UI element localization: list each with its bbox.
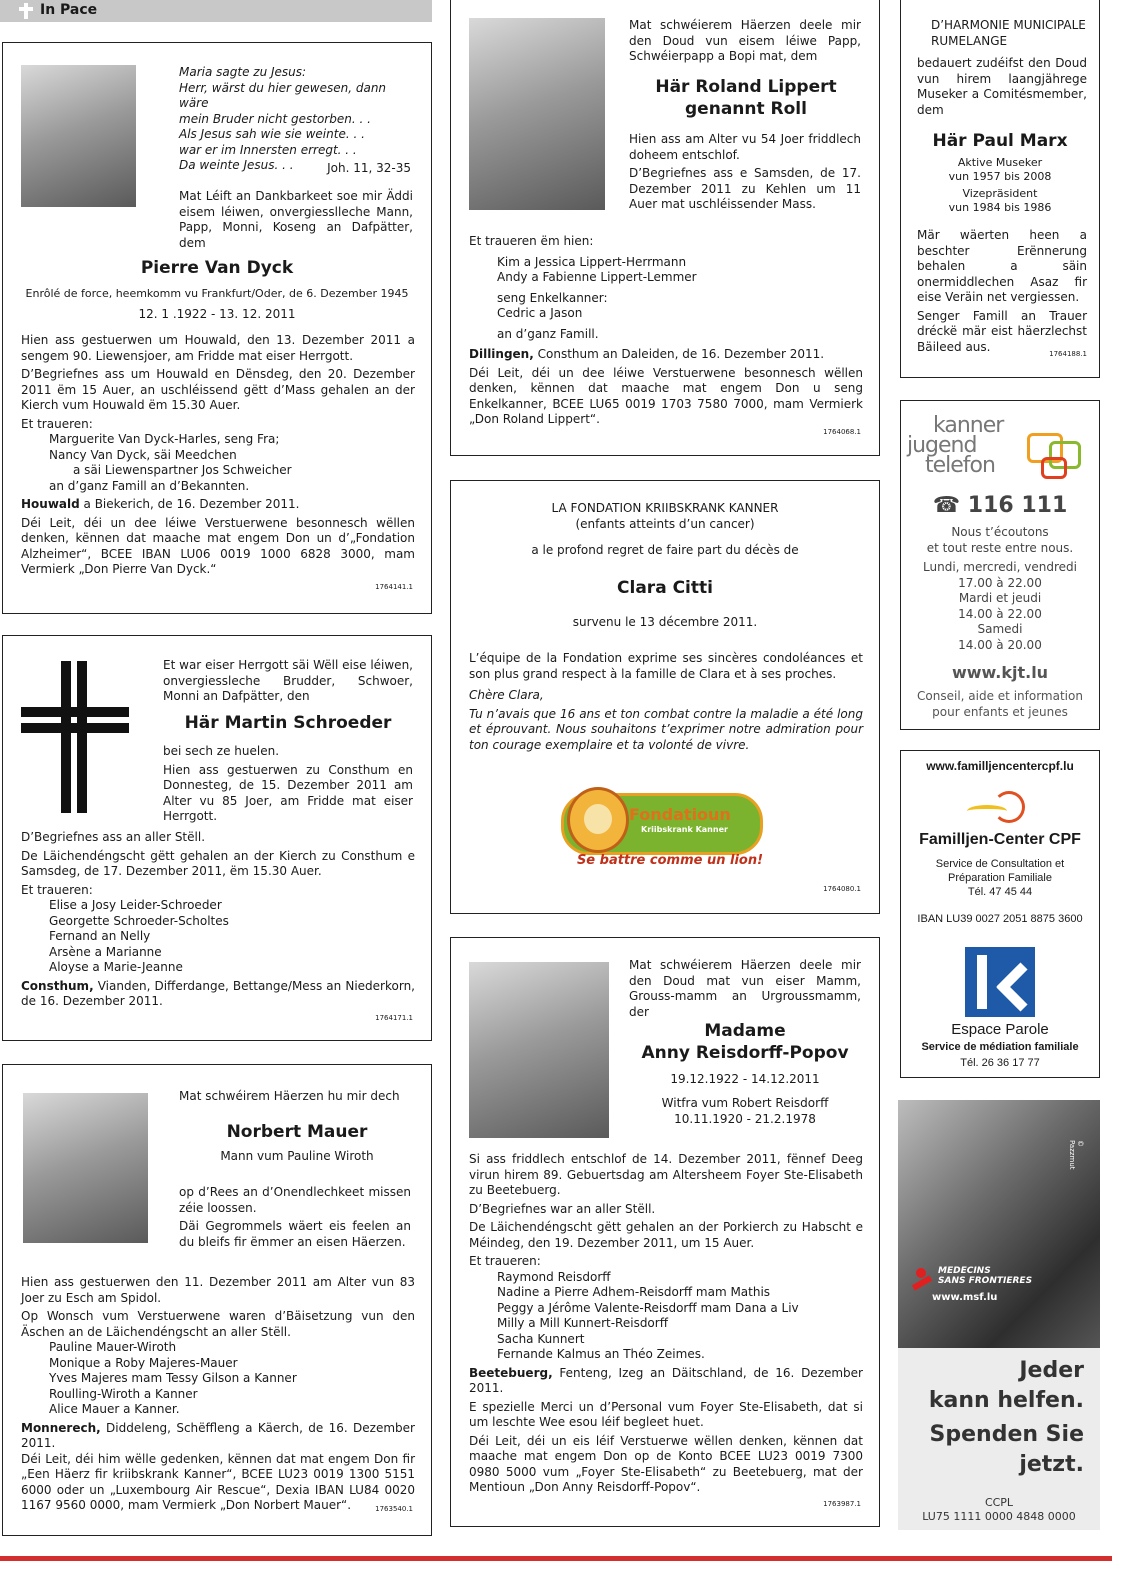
espace-parole-title: Espace Parole — [951, 1021, 1049, 1038]
cross-icon — [18, 3, 34, 19]
msf-photo — [898, 1100, 1100, 1348]
obituary-body: Hien ass gestuerwen um Houwald, den 13. Dezember 2011 a sengem 90. Liewensjoer, am Fridde mat eiser Herrgott. D’Begriefnes ass um Houwald en Dënsdeg, den 20. Dezember 2011 ëm 15 Auer, an uschléissend gëtt d’Mass gehalen an der Kierch vum Houwald ëm 15.30 Auer. Et traueren: Marguerite Van Dyck-Harles, seng Fra; Nancy Van Dyck, säi Meedchen a säi Liewenspartner Jos Schweicher an d’ganz Famill an d’Bekannten. Houwald a Biekerich, de 16. Dezember 2011. Déi Leit, déi un dee léiwe Verstuerwene besonnesch wëllen denken, kënnen dat maache mat engem Don un d’„Fondation Alzheimer“, BCEE IBAN LU06 0019 1000 6828 3000, mam Vermierk „Don Pierre Van Dyck.“ — [21, 333, 415, 576]
swirl-icon — [967, 789, 1033, 825]
intro-text: Mat schwéierem Häerzen deele mir den Doud mat vun eiser Mamm, Grouss-mamm an Urgroussmamm, der — [629, 958, 861, 1019]
espace-parole-icon — [965, 947, 1035, 1017]
portrait-photo — [469, 962, 609, 1138]
photo-credit: © Pazzmut — [1068, 1140, 1084, 1170]
obituary-citti — [450, 480, 880, 914]
reference-number: 1763987.1 — [823, 1500, 861, 1508]
intro-text: Mat schwéierem Häerzen deele mir den Doud vun eisem léiwe Papp, Schwéierpapp a Bopi mat, dem — [629, 18, 861, 63]
verse-reference: Joh. 11, 32-35 — [327, 161, 411, 175]
intro-text: a le profond regret de faire part du décès de — [531, 543, 799, 557]
msf-account: CCPL LU75 1111 0000 4848 0000 — [922, 1496, 1076, 1523]
deceased-name: Madame Anny Reisdorff-Popov — [641, 1021, 849, 1063]
roles: Aktive Museker vun 1957 bis 2008 Vizepräsident vun 1984 bis 1986 — [948, 156, 1052, 214]
reference-number: 1764171.1 — [375, 1014, 413, 1022]
verse: Maria sagte zu Jesus: Herr, wärst du hier gewesen, dann wäre mein Bruder nicht gestorben. . . Als Jesus sah wie sie weinte. . . war er im Innersten erregt. . . Da weinte Jesus. . . — [179, 65, 387, 172]
kjt-logo: kanner jugend telefon — [901, 409, 1099, 487]
portrait-photo — [469, 18, 605, 210]
deceased-name: Norbert Mauer — [226, 1122, 368, 1142]
section-title: In Pace — [40, 2, 98, 18]
organization-name: LA FONDATION KRIIBSKRANK KANNER (enfants atteints d’un cancer) — [551, 501, 779, 531]
ad-kjt — [900, 400, 1100, 730]
intro-text: Et war eiser Herrgott säi Wëll eise léiwen, onvergiessleche Brudder, Schwoer, Monni an Dafpätter, den — [163, 658, 413, 703]
deceased-name: Här Roland Lippert genannt Roll — [655, 77, 837, 119]
obituary-body: Hien ass gestuerwen den 11. Dezember 2011 am Alter vun 83 Joer zu Esch am Spidol. Op Wonsch vum Verstuerwene waren d’Bäisetzung vun den Äschen an de Läichendéngscht an aller Stëll. Pauline Mauer-Wiroth Monique a Roby Majeres-Mauer Yves Majeres mam Tessy Gilson a Kanner Roulling-Wiroth a Kanner Alice Mauer a Kanner. Monnerech, Diddeleng, Schëffleng a Käerch, de 16. Dezember 2011. Déi Leit, déi him wëlle gedenken, kënnen dat mat engem Don fir „Een Häerz fir kriibskrank Kanner“, BCEE LU23 0019 1300 5151 6000 oder un „Luxembourg Air Rescue“, Dexia IBAN LU84 0020 1167 9560 0000, mam Vermierk „Don Norbert Mauer“. — [21, 1275, 415, 1512]
msf-url[interactable]: www.msf.lu — [932, 1292, 998, 1303]
obituary-body: bei sech ze huelen. Hien ass gestuerwen zu Consthum en Donnesteg, de 15. Dezember 2011 am Alter vu 85 Joer, am Fridde mat eiser Herrgott. — [163, 744, 413, 823]
speech-bubble-icon — [1041, 457, 1067, 479]
life-dates: 19.12.1922 - 14.12.2011 — [670, 1072, 820, 1086]
subtitle: Mann vum Pauline Wiroth — [220, 1149, 374, 1163]
intro-text: bedauert zudéifst den Doud vun hirem laangjährege Museker a Comitésmember, dem — [917, 56, 1087, 117]
reference-number: 1764080.1 — [823, 885, 861, 893]
reference-number: 1764068.1 — [823, 428, 861, 436]
reference-number: 1764141.1 — [375, 583, 413, 591]
kjt-url[interactable]: www.kjt.lu — [951, 663, 1049, 682]
subtitle: Enrôlé de force, heemkomm vu Frankfurt/Oder, de 6. Dezember 1945 — [25, 287, 409, 300]
cpf-url[interactable]: www.familljencentercpf.lu — [926, 759, 1074, 773]
cross-icon — [21, 661, 129, 813]
obituary-reisdorff — [450, 937, 880, 1527]
reference-number: 1763540.1 — [375, 1505, 413, 1513]
espace-parole-subtitle: Service de médiation familiale — [921, 1041, 1079, 1053]
obituary-body-lower: D’Begriefnes ass an aller Stëll. De Läichendéngscht gëtt gehalen an der Kierch zu Consthum e Samsdeg, de 17. Dezember 2011, ëm 15.30 Auer. Et traueren: Elise a Josy Leider-Schroeder Georgette Schroeder-Scholtes Fernand an Nelly Arsène a Marianne Aloyse a Marie-Jeanne Consthum, Vianden, Differdange, Bettange/Mess an Niederkorn, de 16. Dezember 2011. — [21, 830, 415, 1008]
logo-word: Fondatioun — [629, 805, 731, 824]
reference-number: 1764188.1 — [1049, 350, 1087, 358]
lion-icon — [567, 787, 629, 853]
cpf-brand: Familljen-Center CPF — [919, 831, 1081, 848]
msf-brand: MEDECINS SANS FRONTIERES — [938, 1266, 1033, 1286]
deceased-name: Pierre Van Dyck — [140, 258, 294, 278]
obituary-body: Mär wäerten heen a beschter Erënnerung behalen a säin onermiddlechen Asaz fir eise Veräin net vergiessen. Senger Famill an Trauer dréckë mär eist häerzlechst Bäileed aus. — [917, 228, 1087, 354]
obituary-lippert — [450, 0, 880, 456]
obituary-body-lower: Et traueren ëm hien: Kim a Jessica Lippert-Herrmann Andy a Fabienne Lippert-Lemmer seng Enkelkanner: Cedric a Jason an d’ganz Famill. Dillingen, Consthum an Daleiden, de 16. Dezember 2011. Déi Leit, déi un dee léiwe Verstuerwene besonnesch wëllen denken, kënnen dat maache mat engem Don u seng Enkelkanner, BCEE LU65 0019 1703 7580 7000, mam Vermierk „Don Roland Lippert“. — [469, 234, 863, 426]
fondatioun-logo — [561, 787, 764, 869]
intro-text: Mat Léift an Dankbarkeet soe mir Äddi eisem léiwen, onvergiesslleche Mann, Papp, Monni, Koseng an Dafpätter, dem — [179, 189, 413, 250]
obituary-body: Si ass friddlech entschlof de 14. Dezember 2011, fënnef Deeg virun hirem 89. Gebuertsdag am Altersheem Foyer Ste-Elisabeth zu Beetebuerg. D’Begriefnes war an aller Stëll. De Läichendéngscht gëtt gehalen an der Porkierch zu Habscht e Méindeg, den 19. Dezember 2011, um 15 Auer. Et traueren: Raymond Reisdorff Nadine a Pierre Adhem-Reisdorff mam Mathis Peggy a Jérôme Valente-Reisdorff mam Dana a Liv Milly a Mill Kunnert-Reisdorff Sacha Kunnert Fernande Kalmus an Théo Zeimes. Beetebuerg, Fenteng, Izeg an Däitschland, de 16. Dezember 2011. E spezielle Merci un d’Personal vum Foyer Ste-Elisabeth, dat si um leschte Wee esou léif begleet huet. Déi Leit, déi un eis léif Verstuerwe wëllen denken, kënnen dat maache mat engem Don op de Konto BCEE LU23 0019 7300 0980 5000 vum „Foyer Ste-Elisabeth“ zu Beetebuerg, mat der Mentioun „Don Anny Reisdorff-Popov“. — [469, 1152, 863, 1494]
logo-slogan: Se battre comme un lion! — [576, 853, 764, 868]
deceased-name: Här Martin Schroeder — [184, 713, 392, 733]
obituary-marx — [900, 0, 1100, 378]
quote: op d’Rees an d’Onendlechkeet missen zéie loossen. Däi Gegrommels wäert eis feelen an du bleifs fir ëmmer an eisen Häerzen. — [179, 1185, 411, 1249]
phone-number: ☎ 116 111 — [932, 493, 1068, 518]
kjt-hours: Nous t’écoutons et tout reste entre nous. Lundi, mercredi, vendredi 17.00 à 22.00 Mardi et jeudi 14.00 à 22.00 Samedi 14.00 à 20.00 — [923, 525, 1077, 652]
ad-msf — [898, 1100, 1100, 1530]
portrait-photo — [23, 1093, 148, 1243]
cpf-service: Service de Consultation et Préparation Familiale Tél. 47 45 44 — [935, 858, 1065, 898]
obituary-body: Hien ass am Alter vu 54 Joer friddlech doheem entschlof. D’Begriefnes ass e Samsden, de 17. Dezember 2011 zu Kehlen um 11 Auer mat uschléissender Mass. — [629, 132, 861, 211]
obituary-mauer — [2, 1064, 432, 1536]
espace-parole-phone: Tél. 26 36 17 77 — [960, 1057, 1040, 1069]
cpf-iban: IBAN LU39 0027 2051 8875 3600 — [917, 913, 1083, 925]
msf-headline: Jeder kann helfen. Spenden Sie jetzt. — [928, 1358, 1084, 1477]
bottom-rule — [0, 1556, 1112, 1561]
logo-subword: Kriibskrank Kanner — [641, 825, 728, 834]
portrait-photo — [21, 65, 136, 207]
deceased-name: Clara Citti — [617, 578, 713, 598]
ad-cpf — [900, 750, 1100, 1078]
deceased-name: Här Paul Marx — [932, 131, 1068, 151]
msf-runner-icon — [910, 1268, 934, 1294]
widow-of: Witfra vum Robert Reisdorff 10.11.1920 - 21.2.1978 — [661, 1096, 829, 1126]
intro-text: Mat schwéirem Häerzen hu mir dech — [179, 1089, 400, 1103]
obituary-van-dyck — [2, 42, 432, 614]
death-date: survenu le 13 décembre 2011. — [572, 615, 758, 629]
obituary-schroeder — [2, 635, 432, 1041]
life-dates: 12. 1 .1922 - 13. 12. 2011 — [138, 307, 296, 321]
kjt-footer: Conseil, aide et information pour enfants et jeunes — [917, 689, 1083, 719]
obituary-body: L’équipe de la Fondation exprime ses sincères condoléances et son plus grand respect à la famille de Clara et à ses proches. Chère Clara, Tu n’avais que 16 ans et ton combat contre la maladie a été long et éprouvant. Nous souhaitons t’exprimer notre admiration pour ton courage exemplaire et ta volonté de vivre. — [469, 651, 863, 752]
section-header — [0, 0, 432, 22]
organization-name: D’HARMONIE MUNICIPALE RUMELANGE — [931, 18, 1086, 48]
